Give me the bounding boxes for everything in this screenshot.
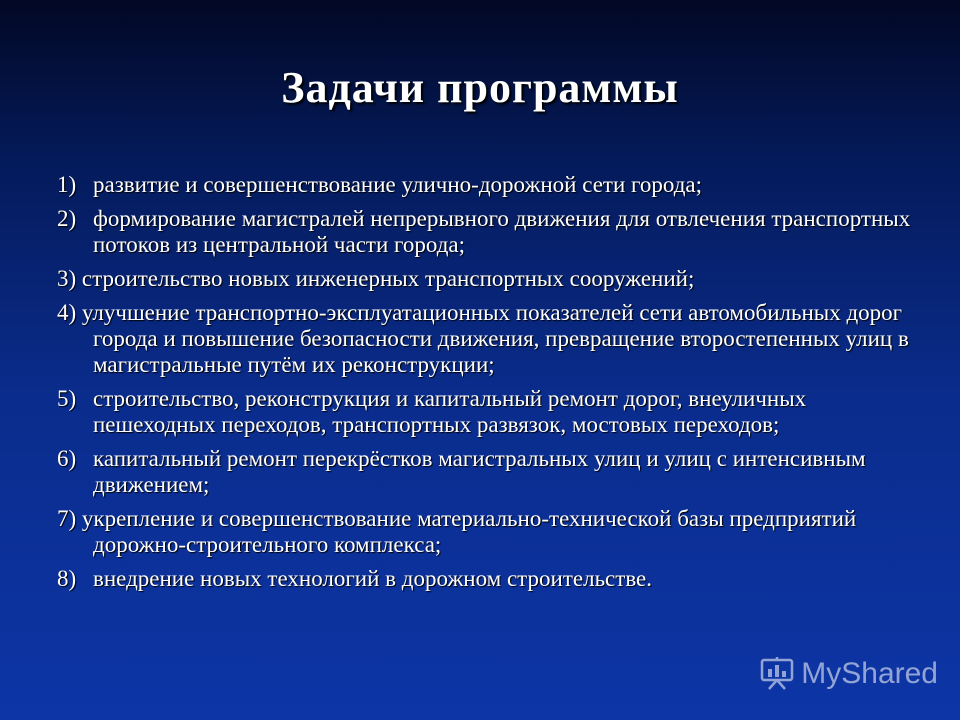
item-text: капитальный ремонт перекрёстков магистральных улиц и улиц с интенсивным движением; [93,446,866,497]
item-text: внедрение новых технологий в дорожном строительстве. [93,566,652,591]
list-item [57,446,917,498]
item-text: 7) укрепление и совершенствование материально-технической базы предприятий дорожно-строительного комплекса; [57,506,857,557]
item-number: 8) [57,566,77,591]
slide-title: Задачи программы [281,63,679,112]
watermark-text: MyShared [801,657,938,690]
presentation-board-icon [759,656,795,692]
item-text: формирование магистралей непрерывного движения для отвлечения транспортных потоков из центральной части города; [93,206,911,257]
list-item [57,506,917,558]
item-number: 1) [57,172,77,197]
list-item [57,566,917,592]
item-text: 4) улучшение транспортно-эксплуатационных показателей сети автомобильных дорог города и повышение безопасности движения, превращение второстепенных улиц в магистральные путём их реконструкции; [57,300,909,377]
item-number: 5) [57,386,77,411]
task-list [57,172,917,600]
item-text: развитие и совершенствование улично-дорожной сети города; [93,172,703,197]
item-number: 2) [57,206,77,231]
item-number: 6) [57,446,77,471]
myshared-watermark [759,656,938,692]
list-item [57,386,917,438]
list-item [57,300,917,378]
item-text: 3) строительство новых инженерных транспортных сооружений; [57,266,695,291]
list-item [57,266,917,292]
list-item [57,206,917,258]
item-text: строительство, реконструкция и капитальный ремонт дорог, внеуличных пешеходных переходов, транспортных развязок, мостовых переходов; [93,386,807,437]
list-item [57,172,917,198]
